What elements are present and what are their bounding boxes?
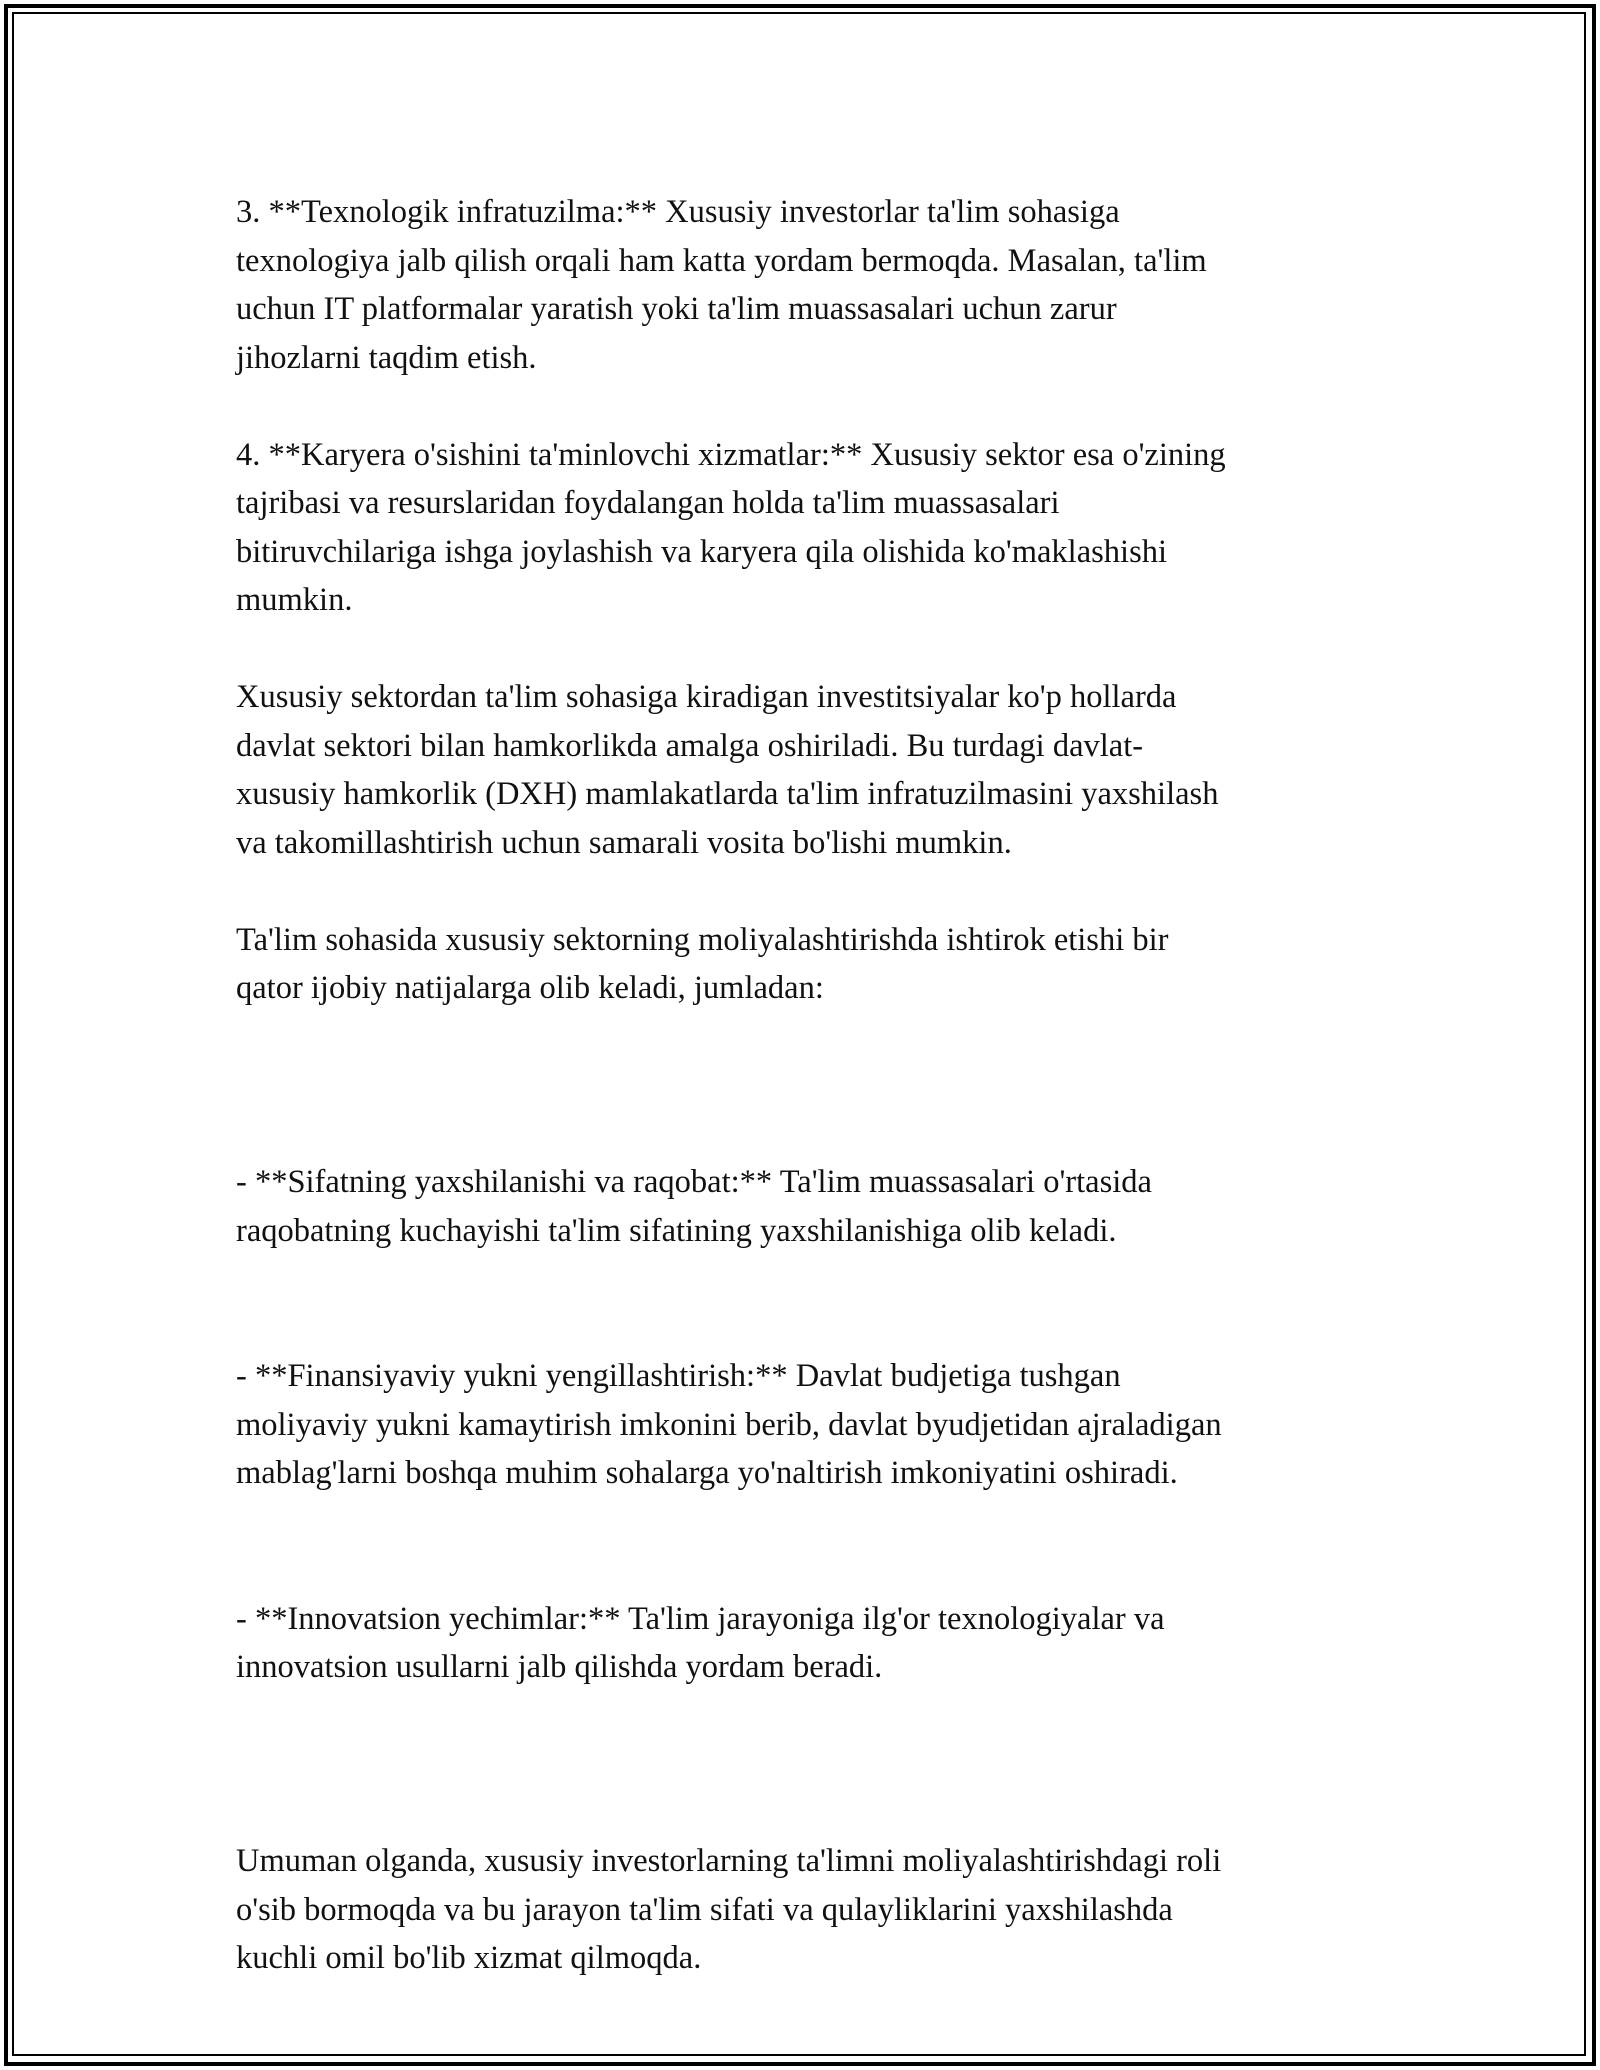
list-item-quality-competition: - **Sifatning yaxshilanishi va raqobat:** Ta'lim muassasalari o'rtasida raqobatning kuchayishi ta'lim sifatining yaxshilanishiga olib keladi.: [236, 1164, 1152, 1249]
list-item-innovative-solutions: - **Innovatsion yechimlar:** Ta'lim jarayoniga ilg'or texnologiyalar va innovatsion usullarni jalb qilishda yordam beradi.: [236, 1600, 1165, 1685]
paragraph-public-private-partnership: Xususiy sektordan ta'lim sohasiga kiradigan investitsiyalar ko'p hollarda davlat sektori bilan hamkorlikda amalga oshiriladi. Bu turdagi davlat- xususiy hamkorlik (DXH) mamlakatlarda ta'lim infratuzilmasini yaxshilash va takomillashtirish uchun samarali vosita bo'lishi mumkin.: [236, 679, 1219, 861]
bullet-list: [236, 1061, 1366, 1789]
list-item-financial-burden: - **Finansiyaviy yukni yengillashtirish:** Davlat budjetiga tushgan moliyaviy yukni kamaytirish imkonini berib, davlat byudjetidan ajraladigan mablag'larni boshqa muhim sohalarga yo'naltirish imkoniyatini oshiradi.: [236, 1358, 1222, 1491]
paragraph-career-services: 4. **Karyera o'sishini ta'minlovchi xizmatlar:** Xususiy sektor esa o'zining tajribasi va resurslaridan foydalangan holda ta'lim muassasalari bitiruvchilariga ishga joylashish va karyera qila olishida ko'maklashishi mumkin.: [236, 436, 1226, 618]
paragraph-positive-results-intro: Ta'lim sohasida xususiy sektorning moliyalashtirishda ishtirok etishi bir qator ijobiy natijalarga olib keladi, jumladan:: [236, 921, 1169, 1006]
document-body: [236, 188, 1366, 2031]
paragraph-tech-infrastructure: 3. **Texnologik infratuzilma:** Xususiy investorlar ta'lim sohasiga texnologiya jalb qilish orqali ham katta yordam bermoqda. Masalan, ta'lim uchun IT platformalar yaratish yoki ta'lim muassasalari uchun zarur jihozlarni taqdim etish.: [236, 194, 1207, 376]
paragraph-conclusion: Umuman olganda, xususiy investorlarning ta'limni moliyalashtirishdagi roli o'sib bormoqda va bu jarayon ta'lim sifati va qulayliklarini yaxshilashda kuchli omil bo'lib xizmat qilmoqda.: [236, 1843, 1222, 1976]
